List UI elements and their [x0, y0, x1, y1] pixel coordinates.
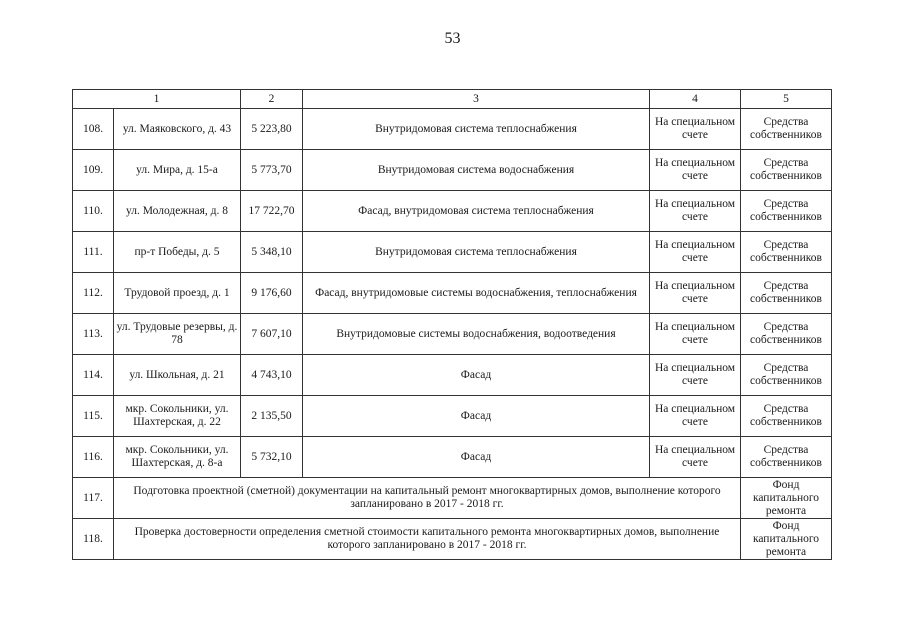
row-source: Средства собственников: [741, 109, 832, 150]
row-address: ул. Школьная, д. 21: [114, 355, 241, 396]
header-cell-4: 4: [650, 90, 741, 109]
table-row: [73, 519, 832, 560]
row-work: Фасад: [303, 437, 650, 478]
header-cell-5: 5: [741, 90, 832, 109]
row-account: На специальном счете: [650, 314, 741, 355]
row-number: 116.: [73, 437, 114, 478]
row-number: 113.: [73, 314, 114, 355]
row-address: ул. Трудовые резервы, д. 78: [114, 314, 241, 355]
row-source: Средства собственников: [741, 314, 832, 355]
table-row: [73, 273, 832, 314]
row-address: ул. Мира, д. 15-а: [114, 150, 241, 191]
repair-table: [72, 89, 832, 560]
row-cost: 2 135,50: [241, 396, 303, 437]
row-cost: 17 722,70: [241, 191, 303, 232]
row-work: Внутридомовая система теплоснабжения: [303, 232, 650, 273]
header-cell-3: 3: [303, 90, 650, 109]
row-number: 114.: [73, 355, 114, 396]
row-cost: 5 348,10: [241, 232, 303, 273]
row-source: Средства собственников: [741, 191, 832, 232]
header-cell-2: 2: [241, 90, 303, 109]
row-number: 108.: [73, 109, 114, 150]
row-cost: 4 743,10: [241, 355, 303, 396]
row-number: 111.: [73, 232, 114, 273]
row-account: На специальном счете: [650, 273, 741, 314]
row-number: 112.: [73, 273, 114, 314]
row-work: Внутридомовые системы водоснабжения, водоотведения: [303, 314, 650, 355]
row-source: Фонд капитального ремонта: [741, 519, 832, 560]
row-address: пр-т Победы, д. 5: [114, 232, 241, 273]
row-account: На специальном счете: [650, 109, 741, 150]
row-number: 117.: [73, 478, 114, 519]
row-account: На специальном счете: [650, 355, 741, 396]
row-source: Средства собственников: [741, 437, 832, 478]
row-number: 109.: [73, 150, 114, 191]
table-row: [73, 191, 832, 232]
row-number: 118.: [73, 519, 114, 560]
row-source: Средства собственников: [741, 396, 832, 437]
row-account: На специальном счете: [650, 150, 741, 191]
row-work: Фасад, внутридомовая система теплоснабжения: [303, 191, 650, 232]
row-work: Внутридомовая система водоснабжения: [303, 150, 650, 191]
row-description: Подготовка проектной (сметной) документации на капитальный ремонт многоквартирных домов, выполнение которого запланировано в 2017 - 2018 гг.: [114, 478, 741, 519]
row-address: ул. Молодежная, д. 8: [114, 191, 241, 232]
row-source: Средства собственников: [741, 232, 832, 273]
row-source: Фонд капитального ремонта: [741, 478, 832, 519]
table-row: [73, 478, 832, 519]
row-source: Средства собственников: [741, 355, 832, 396]
row-cost: 9 176,60: [241, 273, 303, 314]
row-account: На специальном счете: [650, 396, 741, 437]
row-address: ул. Маяковского, д. 43: [114, 109, 241, 150]
row-cost: 5 732,10: [241, 437, 303, 478]
row-number: 115.: [73, 396, 114, 437]
row-source: Средства собственников: [741, 273, 832, 314]
row-description: Проверка достоверности определения сметной стоимости капитального ремонта многоквартирных домов, выполнение которого запланировано в 2017 - 2018 гг.: [114, 519, 741, 560]
table-row: [73, 314, 832, 355]
row-source: Средства собственников: [741, 150, 832, 191]
row-work: Внутридомовая система теплоснабжения: [303, 109, 650, 150]
row-address: мкр. Сокольники, ул. Шахтерская, д. 22: [114, 396, 241, 437]
table-row: [73, 396, 832, 437]
table-row: [73, 437, 832, 478]
row-cost: 5 773,70: [241, 150, 303, 191]
table-row: [73, 150, 832, 191]
row-cost: 5 223,80: [241, 109, 303, 150]
table-row: [73, 109, 832, 150]
row-work: Фасад: [303, 396, 650, 437]
table-row: [73, 232, 832, 273]
table-header-row: [73, 90, 832, 109]
row-address: мкр. Сокольники, ул. Шахтерская, д. 8-а: [114, 437, 241, 478]
row-account: На специальном счете: [650, 191, 741, 232]
table-row: [73, 355, 832, 396]
header-cell-1: 1: [73, 90, 241, 109]
row-cost: 7 607,10: [241, 314, 303, 355]
row-account: На специальном счете: [650, 437, 741, 478]
row-work: Фасад, внутридомовые системы водоснабжения, теплоснабжения: [303, 273, 650, 314]
row-work: Фасад: [303, 355, 650, 396]
row-number: 110.: [73, 191, 114, 232]
row-account: На специальном счете: [650, 232, 741, 273]
page-number: 53: [444, 30, 461, 47]
row-address: Трудовой проезд, д. 1: [114, 273, 241, 314]
